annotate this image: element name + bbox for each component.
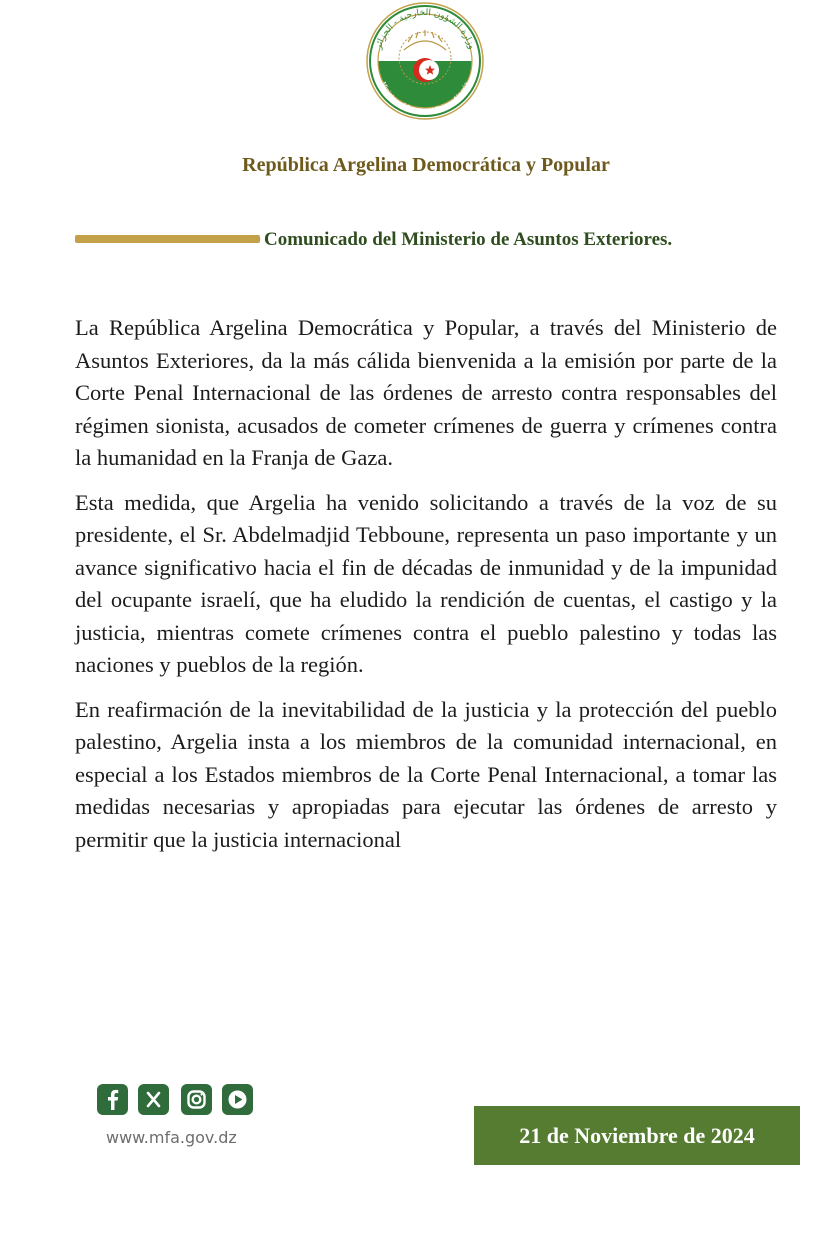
instagram-icon[interactable]	[181, 1084, 212, 1115]
paragraph-1: La República Argelina Democrática y Popular, a través del Ministerio de Asuntos Exteriores, da la más cálida bienvenida a la emisión por parte de la Corte Penal Internacional de las órdenes de arresto contra responsables del régimen sionista, acusados de cometer crímenes de guerra y crímenes contra la humanidad en la Franja de Gaza.	[75, 315, 777, 470]
seal-english-text: Ministry of Foreign Affairs - Algeria	[379, 80, 471, 116]
gold-divider	[75, 235, 260, 243]
paragraph-3: En reafirmación de la inevitabilidad de la justicia y la protección del pueblo palestino, Argelia insta a los miembros de la comunidad internacional, en especial a los Estados miembros de la Corte Penal Internacional, a tomar las medidas necesarias y apropiadas para ejecutar las órdenes de arresto y permitir que la justicia internacional	[75, 696, 777, 852]
x-icon[interactable]	[138, 1084, 169, 1115]
date-badge: 21 de Noviembre de 2024	[474, 1106, 800, 1165]
youtube-icon[interactable]	[222, 1084, 253, 1115]
gold-divider-tip	[253, 235, 261, 243]
communique-heading: Comunicado del Ministerio de Asuntos Exteriores.	[264, 229, 673, 250]
facebook-icon[interactable]	[97, 1084, 128, 1115]
seal-arabic-text: وزارة الشؤون الخارجية - الجزائر	[373, 7, 477, 51]
country-title: República Argelina Democrática y Popular	[242, 154, 610, 176]
website-link[interactable]: www.mfa.gov.dz	[106, 1128, 237, 1147]
paragraph-2: Esta medida, que Argelia ha venido solicitando a través de la voz de su presidente, el Sr. Abdelmadjid Tebboune, representa un paso importante y un avance significativo hacia el fin de décadas de inmunidad y de la impunidad del ocupante israelí, que ha eludido la rendición de cuentas, el castigo y la justicia, mientras comete crímenes contra el pueblo palestino y todas las naciones y pueblos de la región.	[75, 489, 777, 677]
statement-body	[75, 312, 777, 868]
ministry-seal-logo	[364, 2, 486, 120]
